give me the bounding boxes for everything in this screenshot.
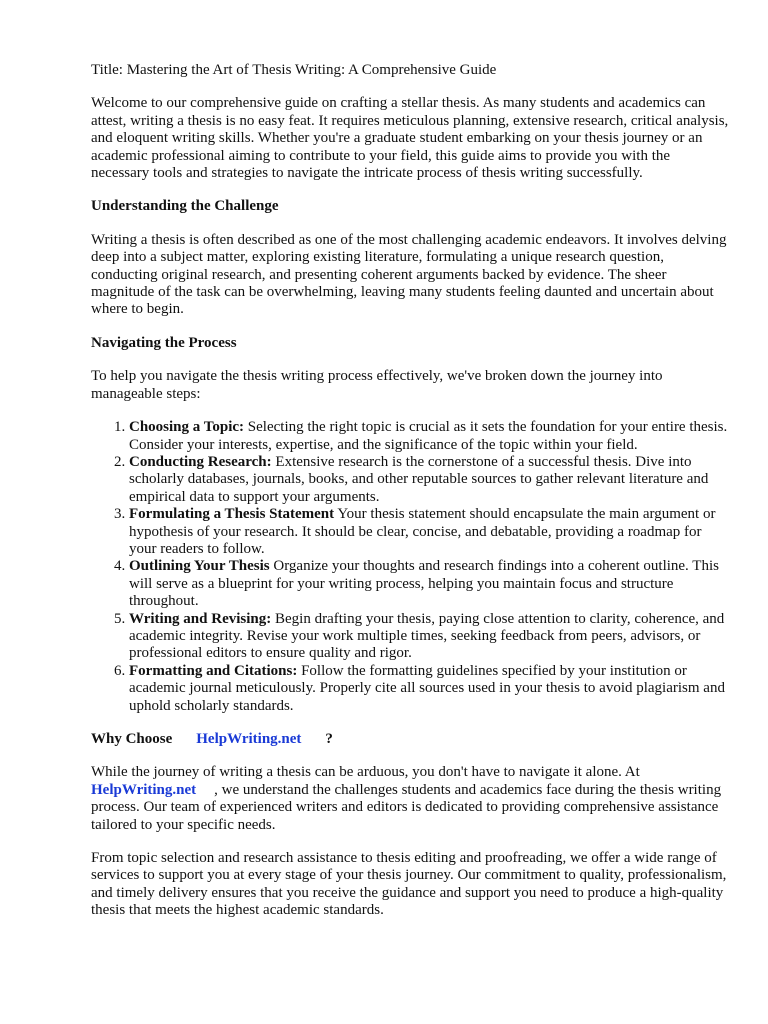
- why-choose-suffix: ?: [325, 731, 333, 747]
- why-choose-heading: [91, 731, 731, 748]
- document-page: [91, 62, 731, 936]
- step-separator: :: [266, 610, 272, 627]
- step-title: Formulating a Thesis Statement: [129, 506, 335, 523]
- challenge-paragraph: Writing a thesis is often described as one of the most challenging academic endeavors. It involves delving deep into a subject matter, exploring existing literature, formulating a unique research question, conducting original research, and presenting coherent arguments backed by evidence. The sheer magnitude of the task can be overwhelming, leaving many students feeling daunted and uncertain about where to begin.: [91, 231, 727, 318]
- step-title: Outlining Your Thesis: [129, 558, 270, 575]
- step-text: Organize your thoughts and research findings into a coherent outline. This will serve as a blueprint for your writing process, helping you maintain focus and structure throughout.: [129, 558, 719, 610]
- list-item: [129, 611, 731, 663]
- document-title: Title: Mastering the Art of Thesis Writing: A Comprehensive Guide: [91, 62, 497, 78]
- why-choose-paragraph: [91, 764, 731, 834]
- step-separator: :: [266, 453, 272, 470]
- process-heading: Navigating the Process: [91, 334, 237, 351]
- list-item: [129, 558, 731, 610]
- step-text: Selecting the right topic is crucial as it sets the foundation for your entire thesis. Consider your interests, expertise, and the significance of the topic within your field.: [129, 419, 728, 453]
- list-item: [129, 506, 731, 558]
- step-text: Begin drafting your thesis, paying close attention to clarity, coherence, and academic integrity. Revise your work multiple times, seeking feedback from peers, advisors, or professional editors to ensure quality and rigor.: [129, 610, 725, 662]
- process-intro-paragraph: To help you navigate the thesis writing process effectively, we've broken down the journey into manageable steps:: [91, 368, 663, 402]
- step-separator: :: [239, 419, 245, 436]
- step-title: Writing and Revising: [129, 610, 267, 627]
- challenge-heading: Understanding the Challenge: [91, 198, 279, 215]
- helpwriting-body-link[interactable]: HelpWriting.net: [91, 781, 197, 798]
- helpwriting-heading-link[interactable]: HelpWriting.net: [196, 731, 302, 747]
- list-item: [129, 454, 731, 506]
- why-choose-prefix: Why Choose: [91, 731, 173, 747]
- step-title: Formatting and Citations: [129, 662, 293, 679]
- step-title: Choosing a Topic: [129, 419, 240, 436]
- step-text: Extensive research is the cornerstone of a successful thesis. Dive into scholarly databases, journals, books, and other reputable sources to gather relevant literature and empirical data to support your arguments.: [129, 453, 709, 505]
- step-title: Conducting Research: [129, 453, 267, 470]
- list-item: [129, 663, 731, 715]
- list-item: [129, 419, 731, 454]
- step-separator: :: [292, 662, 298, 679]
- step-text: Your thesis statement should encapsulate the main argument or hypothesis of your research. It should be clear, concise, and debatable, providing a roadmap for your readers to follow.: [129, 506, 716, 557]
- closing-paragraph: From topic selection and research assistance to thesis editing and proofreading, we offer a wide range of services to support you at every stage of your thesis journey. Our commitment to quality, professionalism, and timely delivery ensures that you receive the guidance and support you need to produce a high-quality thesis that meets the highest academic standards.: [91, 850, 727, 919]
- intro-paragraph: Welcome to our comprehensive guide on crafting a stellar thesis. As many students and academics can attest, writing a thesis is no easy feat. It requires meticulous planning, extensive research, critical analysis, and eloquent writing skills. Whether you're a graduate student embarking on your thesis journey or an academic professional aiming to contribute to your field, this guide aims to provide you with the necessary tools and strategies to navigate the intricate process of thesis writing successfully.: [91, 95, 729, 182]
- steps-list: [91, 419, 731, 715]
- why-body-suffix: , we understand the challenges students and academics face during the thesis writing process. Our team of experienced writers and editors is dedicated to providing comprehensive assistance tailored to your specific needs.: [91, 781, 722, 833]
- why-body-prefix: While the journey of writing a thesis can be arduous, you don't have to navigate it alone. At: [91, 764, 640, 781]
- step-text: Follow the formatting guidelines specified by your institution or academic journal meticulously. Properly cite all sources used in your thesis to avoid plagiarism and uphold scholarly standards.: [129, 662, 725, 714]
